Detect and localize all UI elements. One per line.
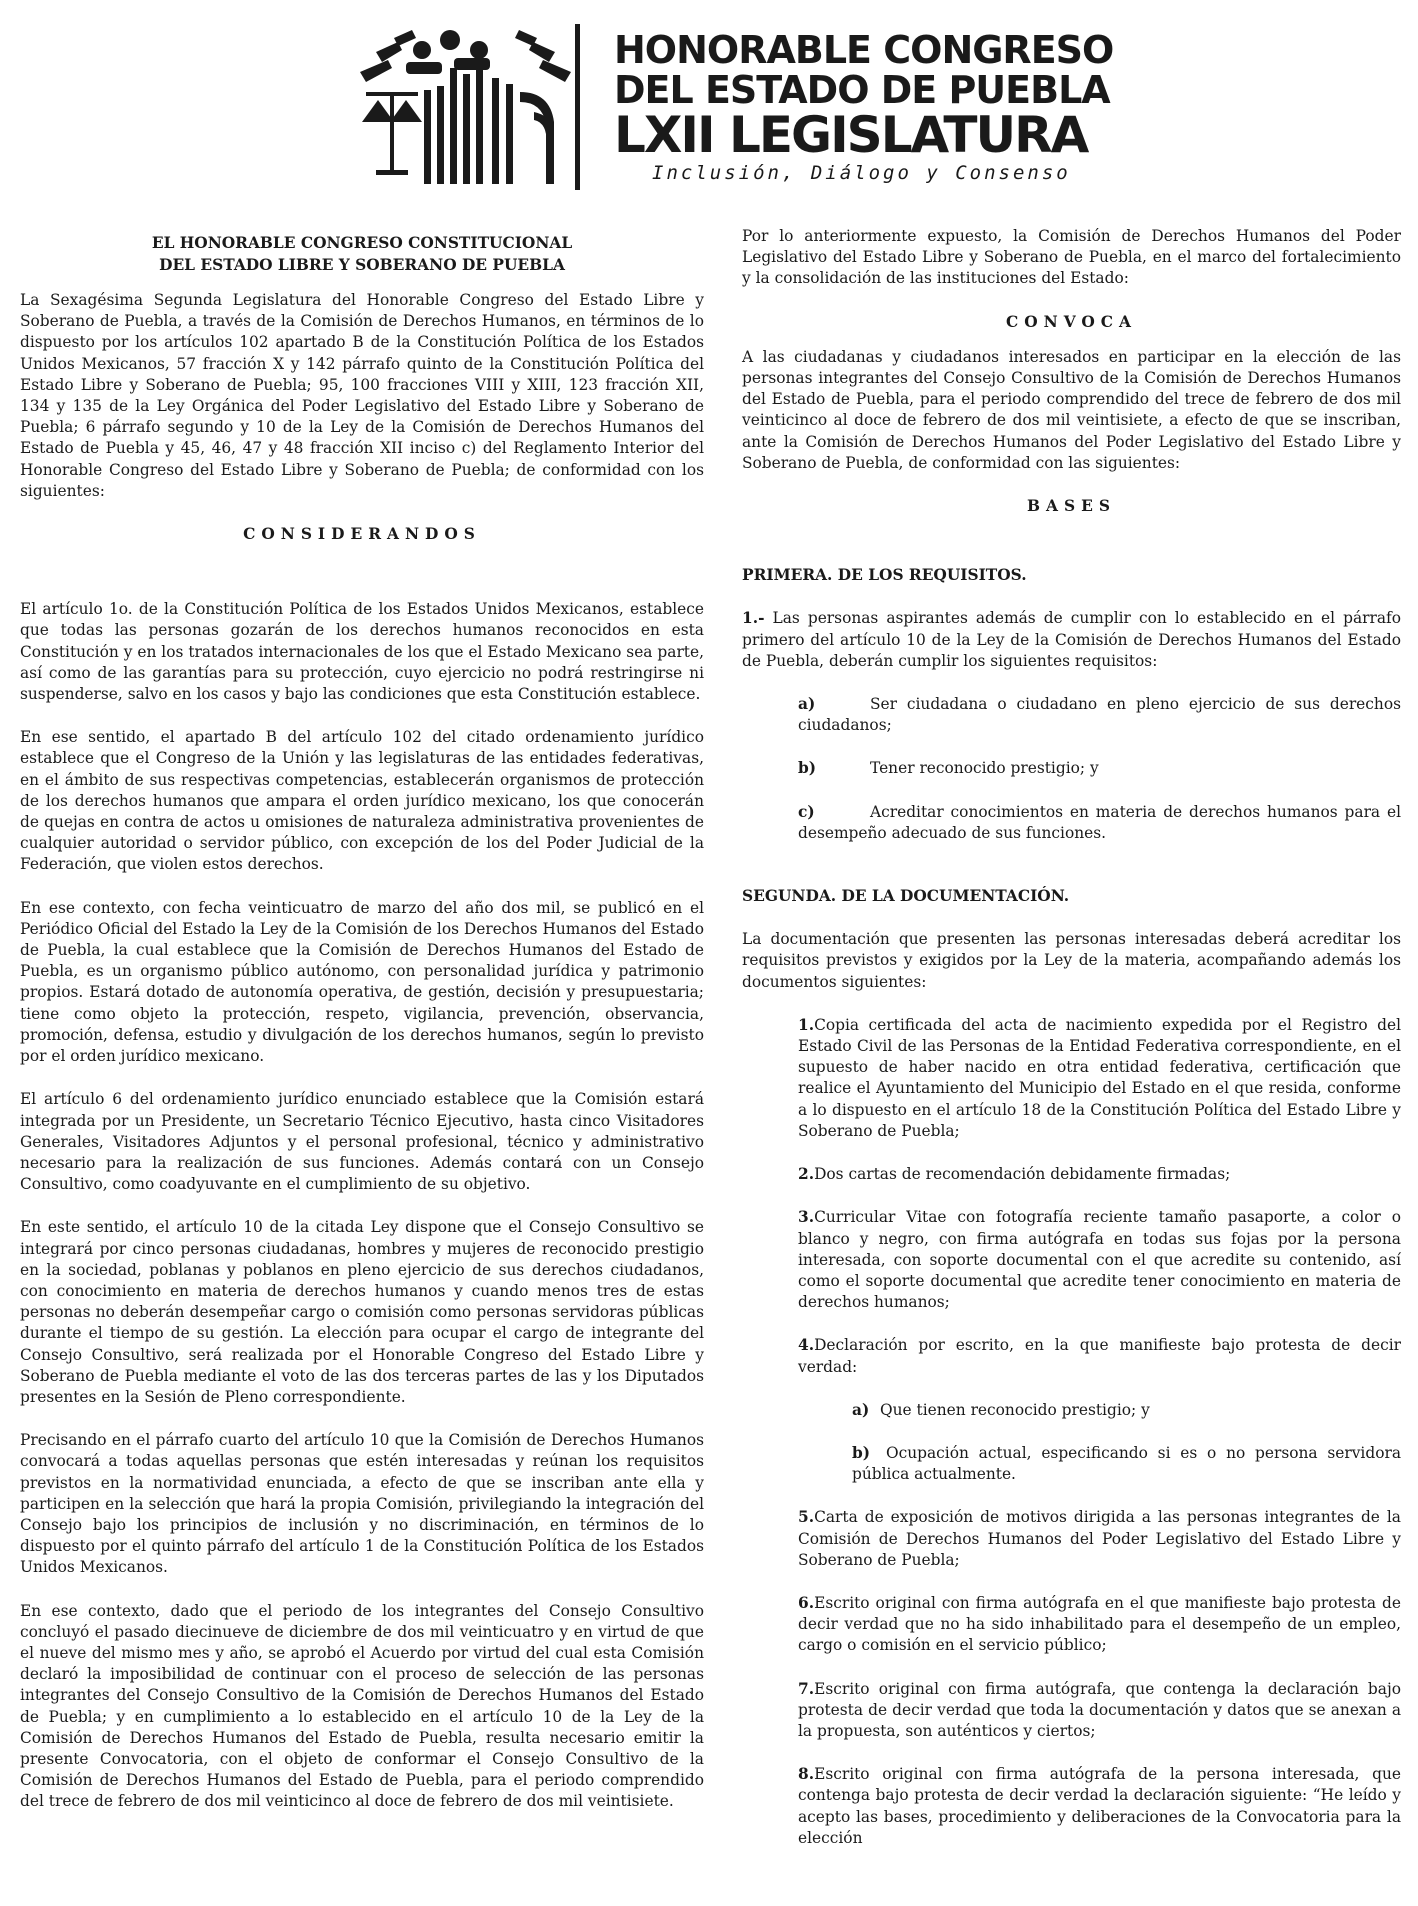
left-column xyxy=(20,232,704,1813)
header-line-2: DEL ESTADO DE PUEBLA xyxy=(614,68,1110,112)
document-item-5 xyxy=(742,1507,1401,1571)
header-line-1: HONORABLE CONGRESO xyxy=(614,28,1114,72)
document-item-5-number: 5. xyxy=(798,1508,815,1527)
considerando-paragraph-3: En ese contexto, con fecha veinticuatro de marzo del año dos mil, se publicó en el Periódico Oficial del Estado la Ley de la Comisión de los Derechos Humanos del Estado de Puebla, la cual establece que la Comisión de Derechos Humanos del Estado de Puebla, es un organismo público autónomo, con personalidad jurídica y patrimonio propios. Estará dotado de autonomía operativa, de gestión, decisión y presupuestaria; tiene como objeto la protección, respeto, vigilancia, prevención, observancia, promoción, defensa, estudio y divulgación de los derechos humanos, según lo previsto por el orden jurídico mexicano. xyxy=(20,898,704,1066)
document-item-3 xyxy=(742,1207,1401,1313)
convoca-paragraph: A las ciudadanas y ciudadanos interesados en participar en la elección de las personas integrantes del Consejo Consultivo de la Comisión de Derechos Humanos del Estado de Puebla, para el periodo comprendido del trece de febrero de dos mil veinticinco al doce de febrero de dos mil veintisiete, a efecto de que se inscriban, ante la Comisión de Derechos Humanos del Poder Legislativo del Estado Libre y Soberano de Puebla, de conformidad con las siguientes: xyxy=(742,347,1401,472)
document-item-1-text: Copia certificada del acta de nacimiento expedida por el Registro del Estado Civil de las Personas de la Entidad Federativa correspondiente, en el supuesto de haber nacido en otra entidad federativa, certificación que realice el Ayuntamiento del Municipio del Estado en el que resida, conforme a lo dispuesto en el artículo 18 de la Constitución Política del Estado Libre y Soberano de Puebla; xyxy=(798,1015,1401,1140)
header-legislature: LXII LEGISLATURA xyxy=(614,106,1088,164)
document-item-4b xyxy=(742,1443,1401,1485)
document-title-line-2: DEL ESTADO LIBRE Y SOBERANO DE PUEBLA xyxy=(159,256,565,274)
document-item-4 xyxy=(742,1335,1401,1377)
convoca-heading: CONVOCA xyxy=(1006,312,1137,331)
document-item-4b-text: Ocupación actual, especificando si es o no persona servidora pública actualmente. xyxy=(852,1443,1401,1484)
right-intro-paragraph: Por lo anteriormente expuesto, la Comisión de Derechos Humanos del Poder Legislativo del Estado Libre y Soberano de Puebla, en el marco del fortalecimiento y la consolidación de las instituciones del Estado: xyxy=(742,227,1401,288)
considerando-paragraph-2: En ese sentido, el apartado B del artículo 102 del citado ordenamiento jurídico establece que el Congreso de la Unión y las legislaturas de las entidades federativas, en el ámbito de sus respectivas competencias, establecerán organismos de protección de los derechos humanos que ampara el orden jurídico mexicano, los que conocerán de quejas en contra de actos u omisiones de naturaleza administrativa provenientes de cualquier autoridad o servidor público, con excepción de los del Poder Judicial de la Federación, que violen estos derechos. xyxy=(20,728,704,874)
document-item-1-number: 1. xyxy=(798,1015,815,1034)
requirement-1 xyxy=(742,608,1401,672)
section-segunda-heading: SEGUNDA. DE LA DOCUMENTACIÓN. xyxy=(742,887,1070,906)
intro-paragraph: La Sexagésima Segunda Legislatura del Honorable Congreso del Estado Libre y Soberano de Puebla, a través de la Comisión de Derechos Humanos, en términos de lo dispuesto por los artículos 102 apartado B de la Constitución Política de los Estados Unidos Mexicanos, 57 fracción X y 142 párrafo quinto de la Constitución Política del Estado Libre y Soberano de Puebla; 95, 100 fracciones VIII y XIII, 123 fracción XII, 134 y 135 de la Ley Orgánica del Poder Legislativo del Estado Libre y Soberano de Puebla; 6 párrafo segundo y 10 de la Ley de la Comisión de Derechos Humanos del Estado de Puebla y 45, 46, 47 y 48 fracción XII inciso c) del Reglamento Interior del Honorable Congreso del Estado Libre y Soberano de Puebla; de conformidad con los siguientes: xyxy=(20,291,704,500)
considerando-paragraph-5: En este sentido, el artículo 10 de la citada Ley dispone que el Consejo Consultivo se integrará por cinco personas ciudadanas, hombres y mujeres de reconocido prestigio en la sociedad, poblanas y poblanos en pleno ejercicio de sus derechos ciudadanos, con conocimiento en materia de derechos humanos y cuando menos tres de estas personas no deberán desempeñar cargo o comisión como personas servidoras públicas durante el tiempo de su gestión. La elección para ocupar el cargo de integrante del Consejo Consultivo, será realizada por el Honorable Congreso del Estado Libre y Soberano de Puebla mediante el voto de las dos terceras partes de las y los Diputados presentes en la Sesión de Pleno correspondiente. xyxy=(20,1218,704,1406)
requirement-a xyxy=(742,694,1401,736)
document-item-2-number: 2. xyxy=(798,1165,815,1184)
considerandos-heading: CONSIDERANDOS xyxy=(243,525,481,544)
document-item-4-number: 4. xyxy=(798,1336,815,1355)
document-item-8 xyxy=(742,1764,1401,1849)
document-item-4-text: Declaración por escrito, en la que manifieste bajo protesta de decir verdad: xyxy=(798,1336,1401,1376)
document-item-7-text: Escrito original con firma autógrafa, que contenga la declaración bajo protesta de decir verdad que toda la documentación y datos que se anexan a la propuesta, son auténticos y ciertos; xyxy=(798,1679,1401,1740)
requirement-b xyxy=(742,758,1401,779)
requirement-a-text: Ser ciudadana o ciudadano en pleno ejercicio de sus derechos ciudadanos; xyxy=(798,695,1401,735)
document-title-line-1: EL HONORABLE CONGRESO CONSTITUCIONAL xyxy=(151,234,573,252)
document-item-4b-label: b) xyxy=(852,1443,871,1462)
letterhead xyxy=(0,0,1418,200)
document-item-2 xyxy=(742,1164,1401,1185)
document-item-1 xyxy=(742,1015,1401,1142)
header-divider xyxy=(575,24,580,190)
considerando-paragraph-6: Precisando en el párrafo cuarto del artículo 10 que la Comisión de Derechos Humanos convocará a todas aquellas personas que estén interesadas y reúnan los requisitos previstos en la normatividad enunciada, a efecto de que se inscriban ante ella y participen en la selección que hará la propia Comisión, privilegiando la integración del Consejo bajo los principios de inclusión y no discriminación, en términos de lo dispuesto por el quinto párrafo del artículo 1 de la Constitución Política de los Estados Unidos Mexicanos. xyxy=(20,1431,704,1577)
requirement-1-text: Las personas aspirantes además de cumplir con lo establecido en el párrafo primero del artículo 10 de la Ley de la Comisión de Derechos Humanos del Estado de Puebla, deberán cumplir los siguientes requisitos: xyxy=(742,609,1401,670)
requirement-a-label: a) xyxy=(798,695,816,714)
document-item-6-text: Escrito original con firma autógrafa en el que manifieste bajo protesta de decir verdad que no ha sido inhabilitado para el desempeño de un empleo, cargo o comisión en el servicio público; xyxy=(798,1593,1401,1655)
document-item-6-number: 6. xyxy=(798,1593,815,1612)
right-column xyxy=(742,226,1401,1849)
document-item-2-text: Dos cartas de recomendación debidamente firmadas; xyxy=(814,1165,1231,1184)
document-item-8-text: Escrito original con firma autógrafa de la persona interesada, que contenga bajo protesta de decir verdad la declaración siguiente: “He leído y acepto las bases, procedimiento y deliberaciones de la Convocatoria para la elección xyxy=(798,1765,1401,1847)
requirement-c-label: c) xyxy=(798,802,815,821)
requirement-b-label: b) xyxy=(798,759,817,778)
document-item-4a-text: Que tienen reconocido prestigio; y xyxy=(880,1400,1150,1419)
considerando-paragraph-7: En ese contexto, dado que el periodo de los integrantes del Consejo Consultivo concluyó el pasado diecinueve de diciembre de dos mil veinticuatro y en virtud de que el nueve del mismo mes y año, se aprobó el Acuerdo por virtud del cual esta Comisión declaró la imposibilidad de continuar con el proceso de selección de las personas integrantes del Consejo Consultivo de la Comisión de Derechos Humanos del Estado de Puebla; y en cumplimiento a lo establecido en el artículo 10 de la Ley de la Comisión de Derechos Humanos del Estado de Puebla, resulta necesario emitir la presente Convocatoria, con el objeto de conformar el Consejo Consultivo de la Comisión de Derechos Humanos del Estado de Puebla, para el periodo comprendido del trece de febrero de dos mil veinticinco al doce de febrero de dos mil veintisiete. xyxy=(20,1601,704,1811)
requirement-c xyxy=(742,802,1401,844)
considerando-paragraph-4: El artículo 6 del ordenamiento jurídico enunciado establece que la Comisión estará integrada por un Presidente, un Secretario Técnico Ejecutivo, hasta cinco Visitadores Generales, Visitadores Adjuntos y el personal profesional, técnico y administrativo necesario para la realización de sus funciones. Además contará con un Consejo Consultivo, como coadyuvante en el cumplimiento de su objetivo. xyxy=(20,1090,704,1194)
document-item-3-number: 3. xyxy=(798,1208,815,1227)
document-item-6 xyxy=(742,1593,1401,1657)
section-primera-heading: PRIMERA. DE LOS REQUISITOS. xyxy=(742,566,1027,585)
document-item-8-number: 8. xyxy=(798,1765,815,1784)
requirement-1-number: 1.- xyxy=(742,609,765,628)
document-item-5-text: Carta de exposición de motivos dirigida a las personas integrantes de la Comisión de Derechos Humanos del Poder Legislativo del Estado Libre y Soberano de Puebla; xyxy=(798,1508,1401,1569)
document-item-4a-label: a) xyxy=(852,1400,870,1419)
requirement-c-text: Acreditar conocimientos en materia de derechos humanos para el desempeño adecuado de sus funciones. xyxy=(798,802,1401,842)
document-item-4a xyxy=(742,1400,1401,1421)
document-item-7 xyxy=(742,1679,1401,1743)
considerando-paragraph-1: El artículo 1o. de la Constitución Política de los Estados Unidos Mexicanos, establece que todas las personas gozarán de los derechos humanos reconocidos en esta Constitución y en los tratados internacionales de los que el Estado Mexicano sea parte, así como de las garantías para su protección, cuyo ejercicio no podrá restringirse ni suspenderse, salvo en los casos y bajo las condiciones que esta Constitución establece. xyxy=(20,600,704,704)
document-item-7-number: 7. xyxy=(798,1679,815,1698)
requirement-b-text: Tener reconocido prestigio; y xyxy=(870,759,1099,778)
bases-heading: BASES xyxy=(1027,497,1116,516)
document-item-3-text: Curricular Vitae con fotografía reciente tamaño pasaporte, a color o blanco y negro, con firma autógrafa en todas sus fojas por la persona interesada, con soporte documental con el que acredite su contenido, así como el soporte documental que acredite tener conocimiento en materia de derechos humanos; xyxy=(798,1208,1401,1312)
header-tagline: Inclusión, Diálogo y Consenso xyxy=(652,162,1071,184)
documentation-intro: La documentación que presenten las personas interesadas deberá acreditar los requisitos previstos y exigidos por la Ley de la materia, acompañando además los documentos siguientes: xyxy=(742,930,1401,991)
congress-logo-icon xyxy=(358,28,573,186)
